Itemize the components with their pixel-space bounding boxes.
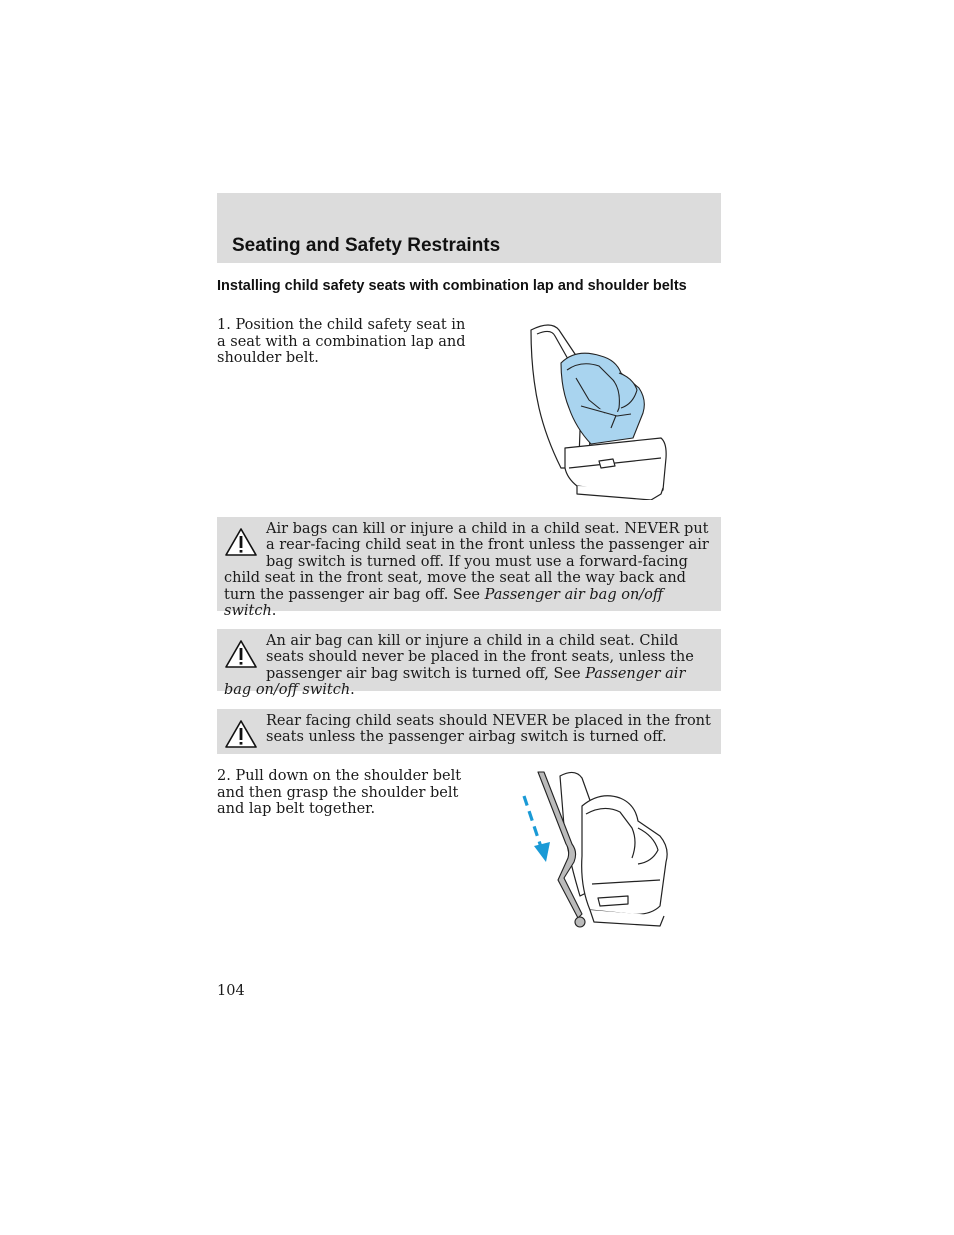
warning-box-2 (217, 629, 721, 699)
warning-box-3 (217, 709, 721, 754)
page-title: Seating and Safety Restraints (232, 235, 501, 256)
warning-text-3: Rear facing child seats should NEVER be placed in the front seats unless the passenger airbag switch is turned off. (266, 713, 711, 746)
warning-triangle-icon (224, 639, 258, 669)
warning-end-2: . (350, 682, 355, 699)
warning-triangle-icon (224, 719, 258, 749)
page-number: 104 (217, 983, 245, 999)
warning-triangle-icon (224, 527, 258, 557)
warning-end-1: . (271, 603, 277, 620)
step-2-text: 2. Pull down on the shoulder belt and then grasp the shoulder belt and lap belt together. (217, 768, 462, 817)
warning-text-2: An air bag can kill or injure a child in a child seat. Child seats should never be placed in the front seats, unless the passenger air bag switch is turned off, See (266, 633, 694, 682)
section-heading: Installing child safety seats with combination lap and shoulder belts (217, 278, 687, 294)
warning-link-2: Passenger air bag on/off switch (224, 665, 686, 699)
child-seat-illustration (521, 318, 676, 500)
warning-link-1: Passenger air bag on/off switch (224, 586, 664, 620)
shoulder-belt-illustration (520, 766, 675, 936)
warning-box-1 (217, 517, 721, 620)
warning-text-1: Air bags can kill or injure a child in a child seat. NEVER put a rear-facing child seat in the front unless the passenger air bag switch is turned off. If you must use a forward-facing child seat in the front seat, move the seat all the way back and turn the passenger air bag off. See (224, 521, 709, 603)
section-header (217, 193, 721, 263)
step-1-text: 1. Position the child safety seat in a seat with a combination lap and shoulder belt. (217, 317, 466, 366)
